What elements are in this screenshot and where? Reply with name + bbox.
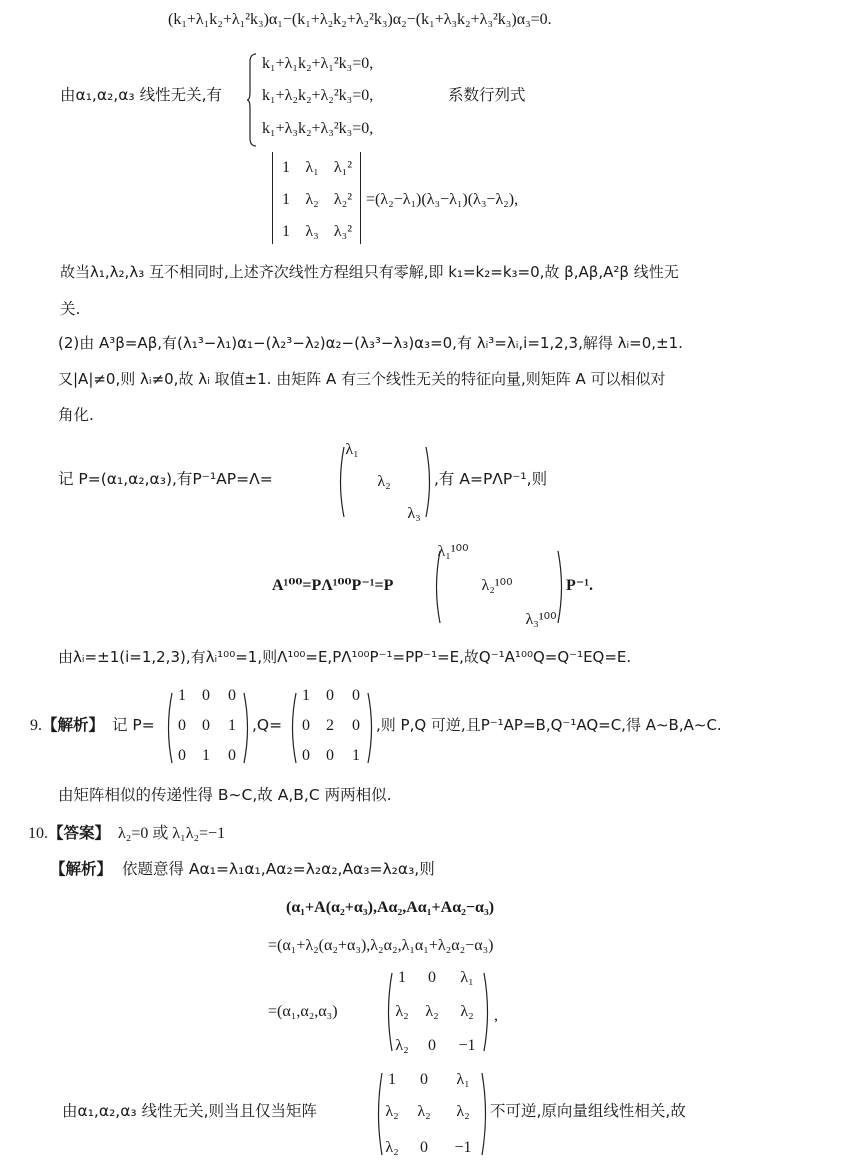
matrix-M-cell: 0 bbox=[428, 969, 436, 986]
text-line-5: 又|A|≠0,则 λᵢ≠0,故 λᵢ 取值±1. 由矩阵 A 有三个线性无关的特征向量,则矩阵 A 可以相似对 bbox=[58, 370, 666, 388]
q10-text-f-prefix: 由α₁,α₂,α₃ 线性无关,则当且仅当矩阵 bbox=[62, 1102, 318, 1120]
diag-entry: λ₁ bbox=[345, 441, 359, 458]
text-line-6-prefix: 记 P=(α₁,α₂,α₃),有P⁻¹AP=Λ= bbox=[58, 470, 273, 488]
q9-text-b: ,Q= bbox=[252, 716, 283, 734]
matrix-P-cell: 0 bbox=[228, 687, 236, 704]
q10-number: 10. bbox=[28, 825, 48, 842]
q9-text-a: 记 P= bbox=[112, 716, 155, 734]
matrix-M-cell: λ₂ bbox=[417, 1103, 431, 1120]
q10-answer-tag: 【答案】 bbox=[48, 824, 111, 842]
matrix-Q-cell: 0 bbox=[352, 687, 360, 704]
det-cell: λ₃² bbox=[333, 223, 353, 240]
diag-entry: λ₃¹⁰⁰ bbox=[525, 611, 557, 628]
matrix-M-cell: λ₂ bbox=[460, 1003, 474, 1020]
diag-entry: λ₁¹⁰⁰ bbox=[437, 543, 469, 560]
det-cell: λ₂² bbox=[333, 191, 353, 208]
brace-icon bbox=[246, 52, 258, 148]
det-cell: 1 bbox=[282, 159, 290, 176]
matrix-M-cell: λ₂ bbox=[425, 1003, 439, 1020]
q9-text-d: 由矩阵相似的传递性得 B∼C,故 A,B,C 两两相似. bbox=[58, 786, 392, 804]
q10-answer: λ₂=0 或 λ₁λ₂=−1 bbox=[118, 825, 226, 842]
matrix-M-cell: 1 bbox=[388, 1071, 396, 1088]
left-paren-icon bbox=[432, 550, 442, 624]
matrix-Q-cell: 0 bbox=[326, 747, 334, 764]
matrix-Q-cell: 1 bbox=[352, 747, 360, 764]
matrix-M-cell: λ₂ bbox=[395, 1003, 409, 1020]
text-line-7-suffix: P⁻¹. bbox=[566, 577, 594, 594]
det-left-bar bbox=[272, 152, 273, 244]
diag-entry: λ₂ bbox=[377, 473, 391, 490]
matrix-M-cell: −1 bbox=[454, 1139, 472, 1156]
matrix-M-cell: λ₂ bbox=[385, 1139, 399, 1156]
diag-entry: λ₃ bbox=[407, 505, 421, 522]
q10-expr-3-end: , bbox=[494, 1007, 498, 1024]
text-line-2-suffix: 系数行列式 bbox=[448, 86, 526, 104]
q9-number: 9. bbox=[30, 717, 42, 734]
matrix-P-cell: 1 bbox=[228, 717, 236, 734]
matrix-Q-cell: 1 bbox=[302, 687, 310, 704]
text-line-7-prefix: A¹⁰⁰=PΛ¹⁰⁰P⁻¹=P bbox=[272, 577, 394, 594]
text-line-3: 故当λ₁,λ₂,λ₃ 互不相同时,上述齐次线性方程组只有零解,即 k₁=k₂=k₃=0,故 β,Aβ,A²β 线性无 bbox=[60, 263, 679, 281]
det-rhs: =(λ₂−λ₁)(λ₃−λ₁)(λ₃−λ₂), bbox=[366, 191, 519, 208]
matrix-M-cell: λ₂ bbox=[385, 1103, 399, 1120]
q9-tag: 【解析】 bbox=[42, 716, 105, 734]
system-eq-2: k₁+λ₂k₂+λ₂²k₃=0, bbox=[262, 87, 374, 104]
matrix-Q-cell: 2 bbox=[326, 717, 334, 734]
matrix-M-cell: 1 bbox=[398, 969, 406, 986]
q10-text-f-suffix: 不可逆,原向量组线性相关,故 bbox=[490, 1102, 686, 1120]
matrix-Q-cell: 0 bbox=[352, 717, 360, 734]
matrix-M-cell: −1 bbox=[458, 1037, 476, 1054]
det-cell: λ₃ bbox=[305, 223, 319, 240]
det-cell: λ₁² bbox=[333, 159, 353, 176]
det-cell: 1 bbox=[282, 191, 290, 208]
right-paren-icon bbox=[480, 1072, 490, 1156]
text-line-8: 由λᵢ=±1(i=1,2,3),有λᵢ¹⁰⁰=1,则Λ¹⁰⁰=E,PΛ¹⁰⁰P⁻¹=PP⁻¹=E,故Q⁻¹A¹⁰⁰Q=Q⁻¹EQ=E. bbox=[58, 648, 632, 666]
matrix-M-cell: λ₂ bbox=[395, 1037, 409, 1054]
text-line-4: (2)由 A³β=Aβ,有(λ₁³−λ₁)α₁−(λ₂³−λ₂)α₂−(λ₃³−λ₃)α₃=0,有 λᵢ³=λᵢ,i=1,2,3,解得 λᵢ=0,±1. bbox=[58, 334, 683, 352]
matrix-P-cell: 0 bbox=[178, 717, 186, 734]
q10-analysis-tag: 【解析】 bbox=[50, 860, 113, 878]
system-eq-3: k₁+λ₃k₂+λ₃²k₃=0, bbox=[262, 120, 374, 137]
right-paren-icon bbox=[482, 972, 492, 1052]
matrix-Q-cell: 0 bbox=[302, 747, 310, 764]
text-line-3b: 关. bbox=[60, 300, 81, 318]
matrix-Q-cell: 0 bbox=[302, 717, 310, 734]
q10-expr-1: (α₁+A(α₂+α₃),Aα₂,Aα₁+Aα₂−α₃) bbox=[286, 899, 495, 916]
text-line-5b: 角化. bbox=[58, 406, 94, 424]
matrix-P-cell: 1 bbox=[178, 687, 186, 704]
matrix-P-cell: 0 bbox=[178, 747, 186, 764]
matrix-M-cell: 0 bbox=[420, 1139, 428, 1156]
right-paren-icon bbox=[424, 446, 434, 518]
matrix-M-cell: 0 bbox=[420, 1071, 428, 1088]
q9-text-c: ,则 P,Q 可逆,且P⁻¹AP=B,Q⁻¹AQ=C,得 A∼B,A∼C. bbox=[376, 716, 722, 734]
matrix-Q-cell: 0 bbox=[326, 687, 334, 704]
matrix-P-cell: 0 bbox=[228, 747, 236, 764]
q10-expr-3: =(α₁,α₂,α₃) bbox=[268, 1003, 338, 1020]
q10-expr-2: =(α₁+λ₂(α₂+α₃),λ₂α₂,λ₁α₁+λ₂α₂−α₃) bbox=[268, 937, 494, 954]
q10-text-a: 依题意得 Aα₁=λ₁α₁,Aα₂=λ₂α₂,Aα₃=λ₂α₃,则 bbox=[122, 860, 435, 878]
matrix-P-cell: 0 bbox=[202, 717, 210, 734]
matrix-P-cell: 1 bbox=[202, 747, 210, 764]
det-cell: 1 bbox=[282, 223, 290, 240]
equation-line-1: (k₁+λ₁k₂+λ₁²k₃)α₁−(k₁+λ₂k₂+λ₂²k₃)α₂−(k₁+λ₃k₂+λ₃²k₃)α₃=0. bbox=[168, 11, 552, 28]
matrix-M-cell: λ₁ bbox=[456, 1071, 470, 1088]
det-cell: λ₂ bbox=[305, 191, 319, 208]
matrix-M-cell: 0 bbox=[428, 1037, 436, 1054]
matrix-M-cell: λ₂ bbox=[456, 1103, 470, 1120]
text-line-6-suffix: ,有 A=PΛP⁻¹,则 bbox=[434, 470, 548, 488]
matrix-M-cell: λ₁ bbox=[460, 969, 474, 986]
text-line-2-prefix: 由α₁,α₂,α₃ 线性无关,有 bbox=[60, 86, 223, 104]
det-cell: λ₁ bbox=[305, 159, 319, 176]
right-paren-icon bbox=[366, 692, 376, 764]
system-eq-1: k₁+λ₁k₂+λ₁²k₃=0, bbox=[262, 55, 374, 72]
right-paren-icon bbox=[242, 692, 252, 764]
diag-entry: λ₂¹⁰⁰ bbox=[481, 577, 513, 594]
matrix-P-cell: 0 bbox=[202, 687, 210, 704]
det-right-bar bbox=[360, 152, 361, 244]
right-paren-icon bbox=[556, 550, 566, 624]
